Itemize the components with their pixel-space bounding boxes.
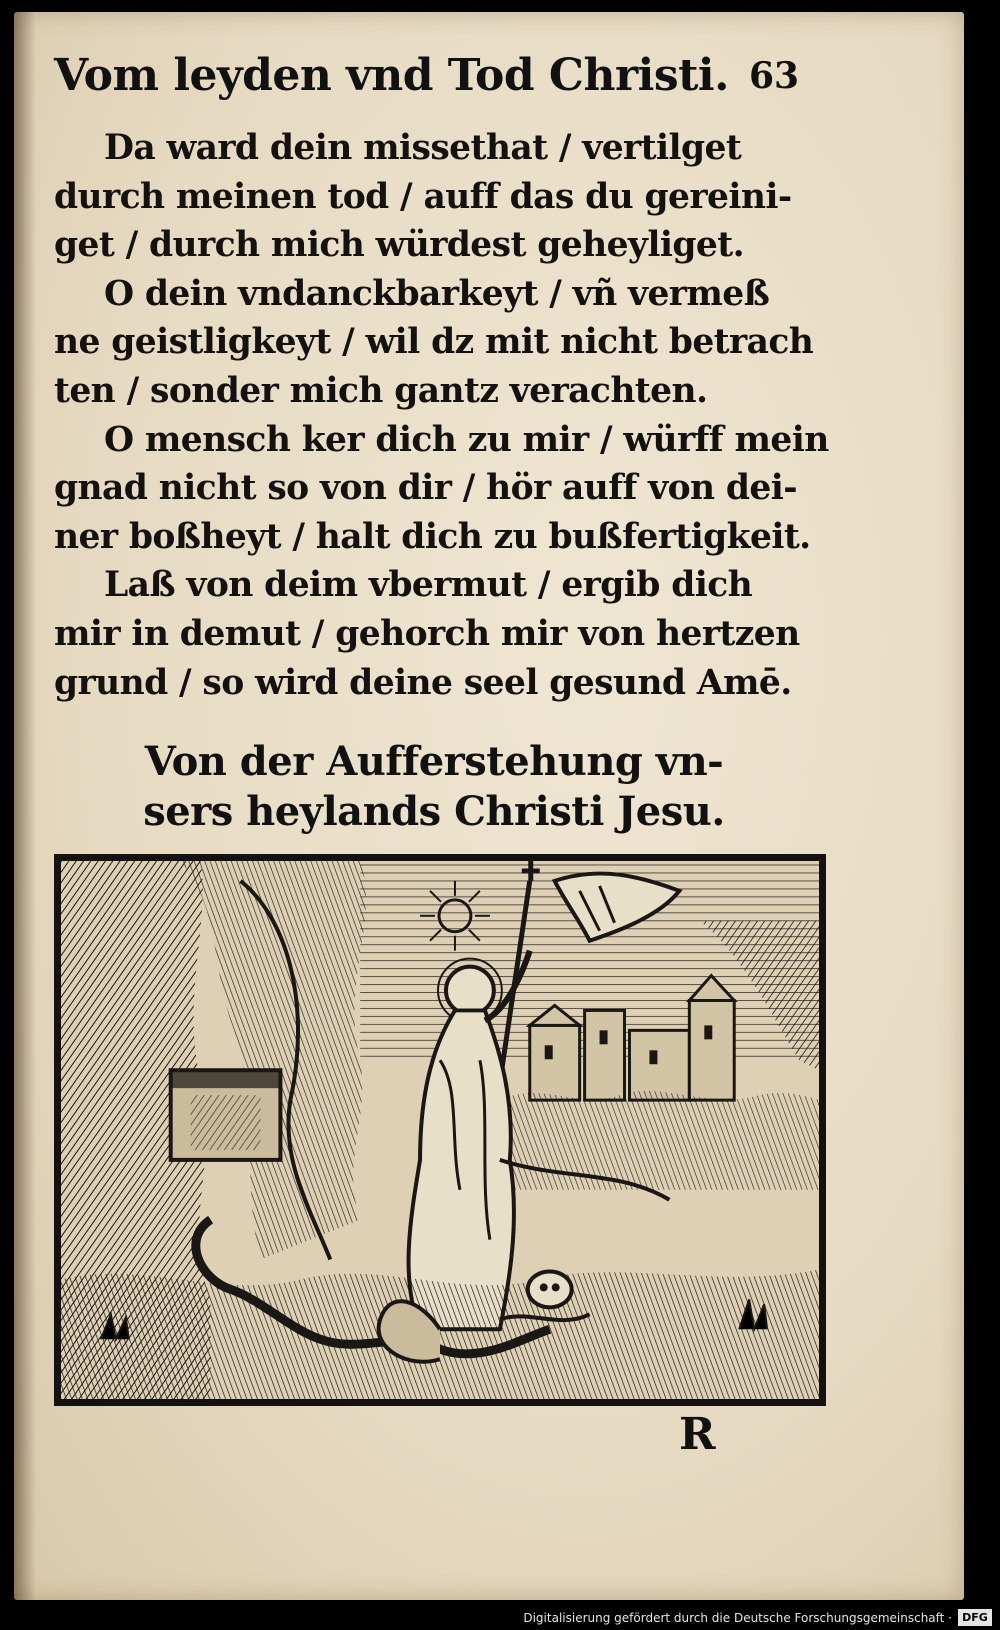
text-line: Da ward dein missethat / vertilget [104, 128, 742, 168]
digitization-credit: Digitalisierung gefördert durch die Deutsche Forschungsgemeinschaft · [523, 1611, 952, 1625]
text-line: ne geistligkeyt / wil dz mit nicht betrach [54, 322, 814, 363]
text-line: ten / sonder mich gantz verachten. [54, 370, 708, 411]
running-head: Vom leyden vnd Tod Christi. [54, 50, 729, 101]
text-line: gnad nicht so von dir / hör auff von dei- [54, 468, 798, 509]
dfg-logo-icon: DFG [958, 1609, 992, 1626]
text-line: mir in demut / gehorch mir von hertzen [54, 613, 800, 654]
text-line: O dein vndanckbarkeyt / vñ vermeß [104, 273, 770, 314]
resurrection-woodcut-illustration [54, 854, 826, 1406]
text-line: O mensch ker dich zu mir / würff mein [104, 419, 829, 460]
book-page [14, 12, 964, 1600]
footer-bar [0, 1606, 1000, 1630]
section-heading-line: Von der Aufferstehung vn- [144, 738, 724, 785]
section-heading-line: sers heylands Christi Jesu. [143, 788, 725, 835]
signature-mark: R [679, 1409, 716, 1460]
woodcut-image [61, 861, 819, 1399]
text-line: ner boßheyt / halt dich zu bußfertigkeit. [54, 516, 811, 557]
spine-shadow [14, 12, 36, 1600]
text-line: Laß von deim vbermut / ergib dich [104, 565, 753, 606]
page-number: 63 [749, 55, 800, 97]
text-line: get / durch mich würdest geheyliget. [54, 225, 745, 266]
text-line: durch meinen tod / auff das du gereini- [54, 176, 792, 217]
text-line: grund / so wird deine seel gesund Amē. [54, 662, 792, 703]
body-text [54, 124, 829, 707]
section-heading [54, 737, 814, 837]
